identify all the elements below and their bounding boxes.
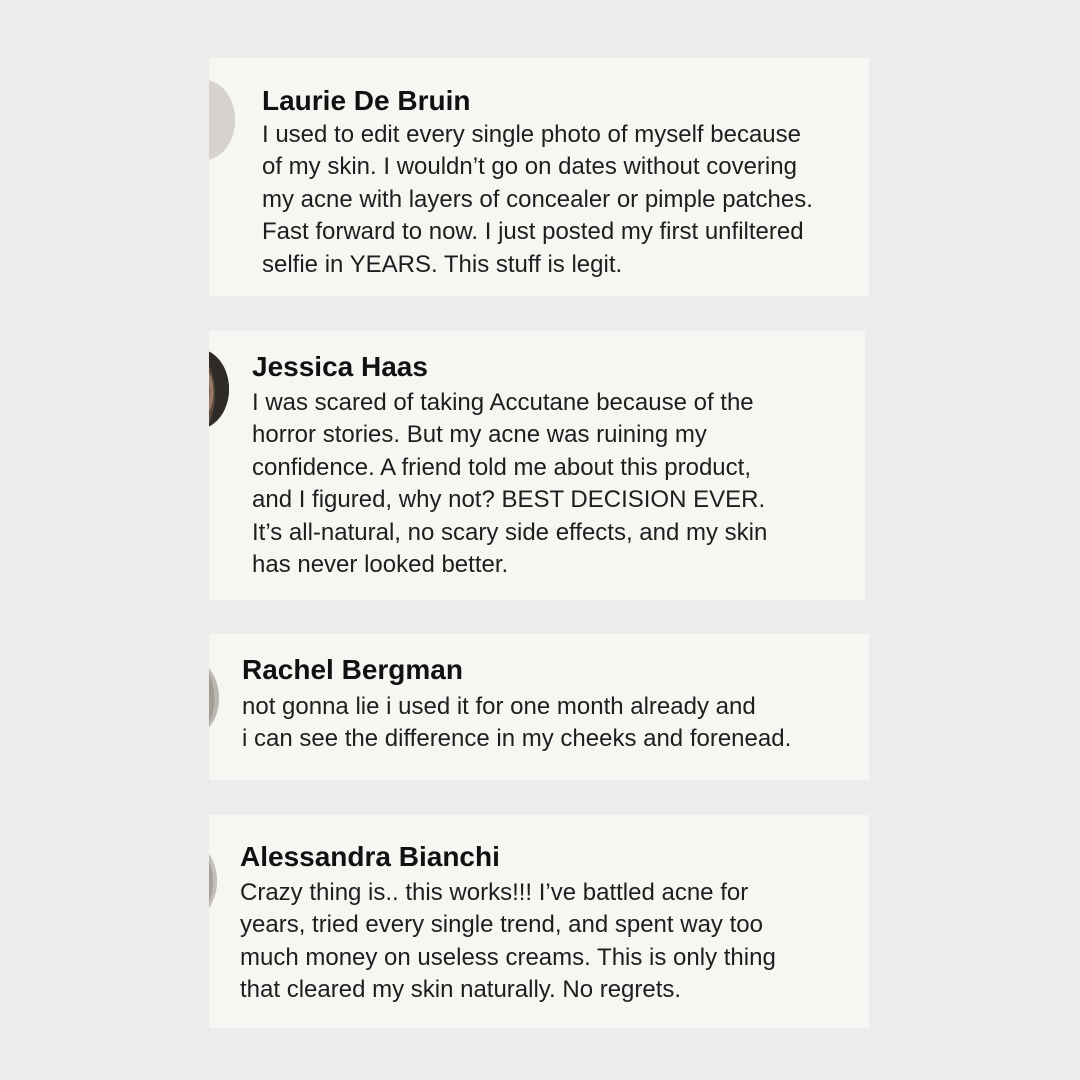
user-avatar-icon: [209, 841, 217, 921]
user-avatar-icon: [209, 349, 229, 429]
reviewer-name: Rachel Bergman: [242, 654, 463, 685]
review-card: [209, 815, 869, 1028]
reviewer-name: Jessica Haas: [252, 351, 428, 382]
review-card: [209, 58, 869, 296]
user-avatar-icon: [209, 80, 235, 160]
review-text: I was scared of taking Accutane because of the horror stories. But my acne was ruining my confidence. A friend told me about this product, and I figured, why not? BEST DECISION EVER. It’s all-natural, no scary side effects, and my skin has never looked better.: [252, 389, 768, 579]
reviewer-name: Laurie De Bruin: [262, 85, 471, 116]
review-text: not gonna lie i used it for one month already and i can see the difference in my cheeks and forenead.: [242, 693, 792, 753]
reviewer-name: Alessandra Bianchi: [240, 841, 500, 872]
review-card: [209, 331, 865, 600]
review-card: [209, 634, 869, 780]
user-avatar-icon: [209, 658, 219, 738]
review-text: I used to edit every single photo of myself because of my skin. I wouldn’t go on dates without covering my acne with layers of concealer or pimple patches. Fast forward to now. I just posted my first unfiltered selfie in YEARS. This stuff is legit.: [262, 121, 813, 278]
review-text: Crazy thing is.. this works!!! I’ve battled acne for years, tried every single trend, and spent way too much money on useless creams. This is only thing that cleared my skin naturally. No regrets.: [240, 879, 776, 1004]
